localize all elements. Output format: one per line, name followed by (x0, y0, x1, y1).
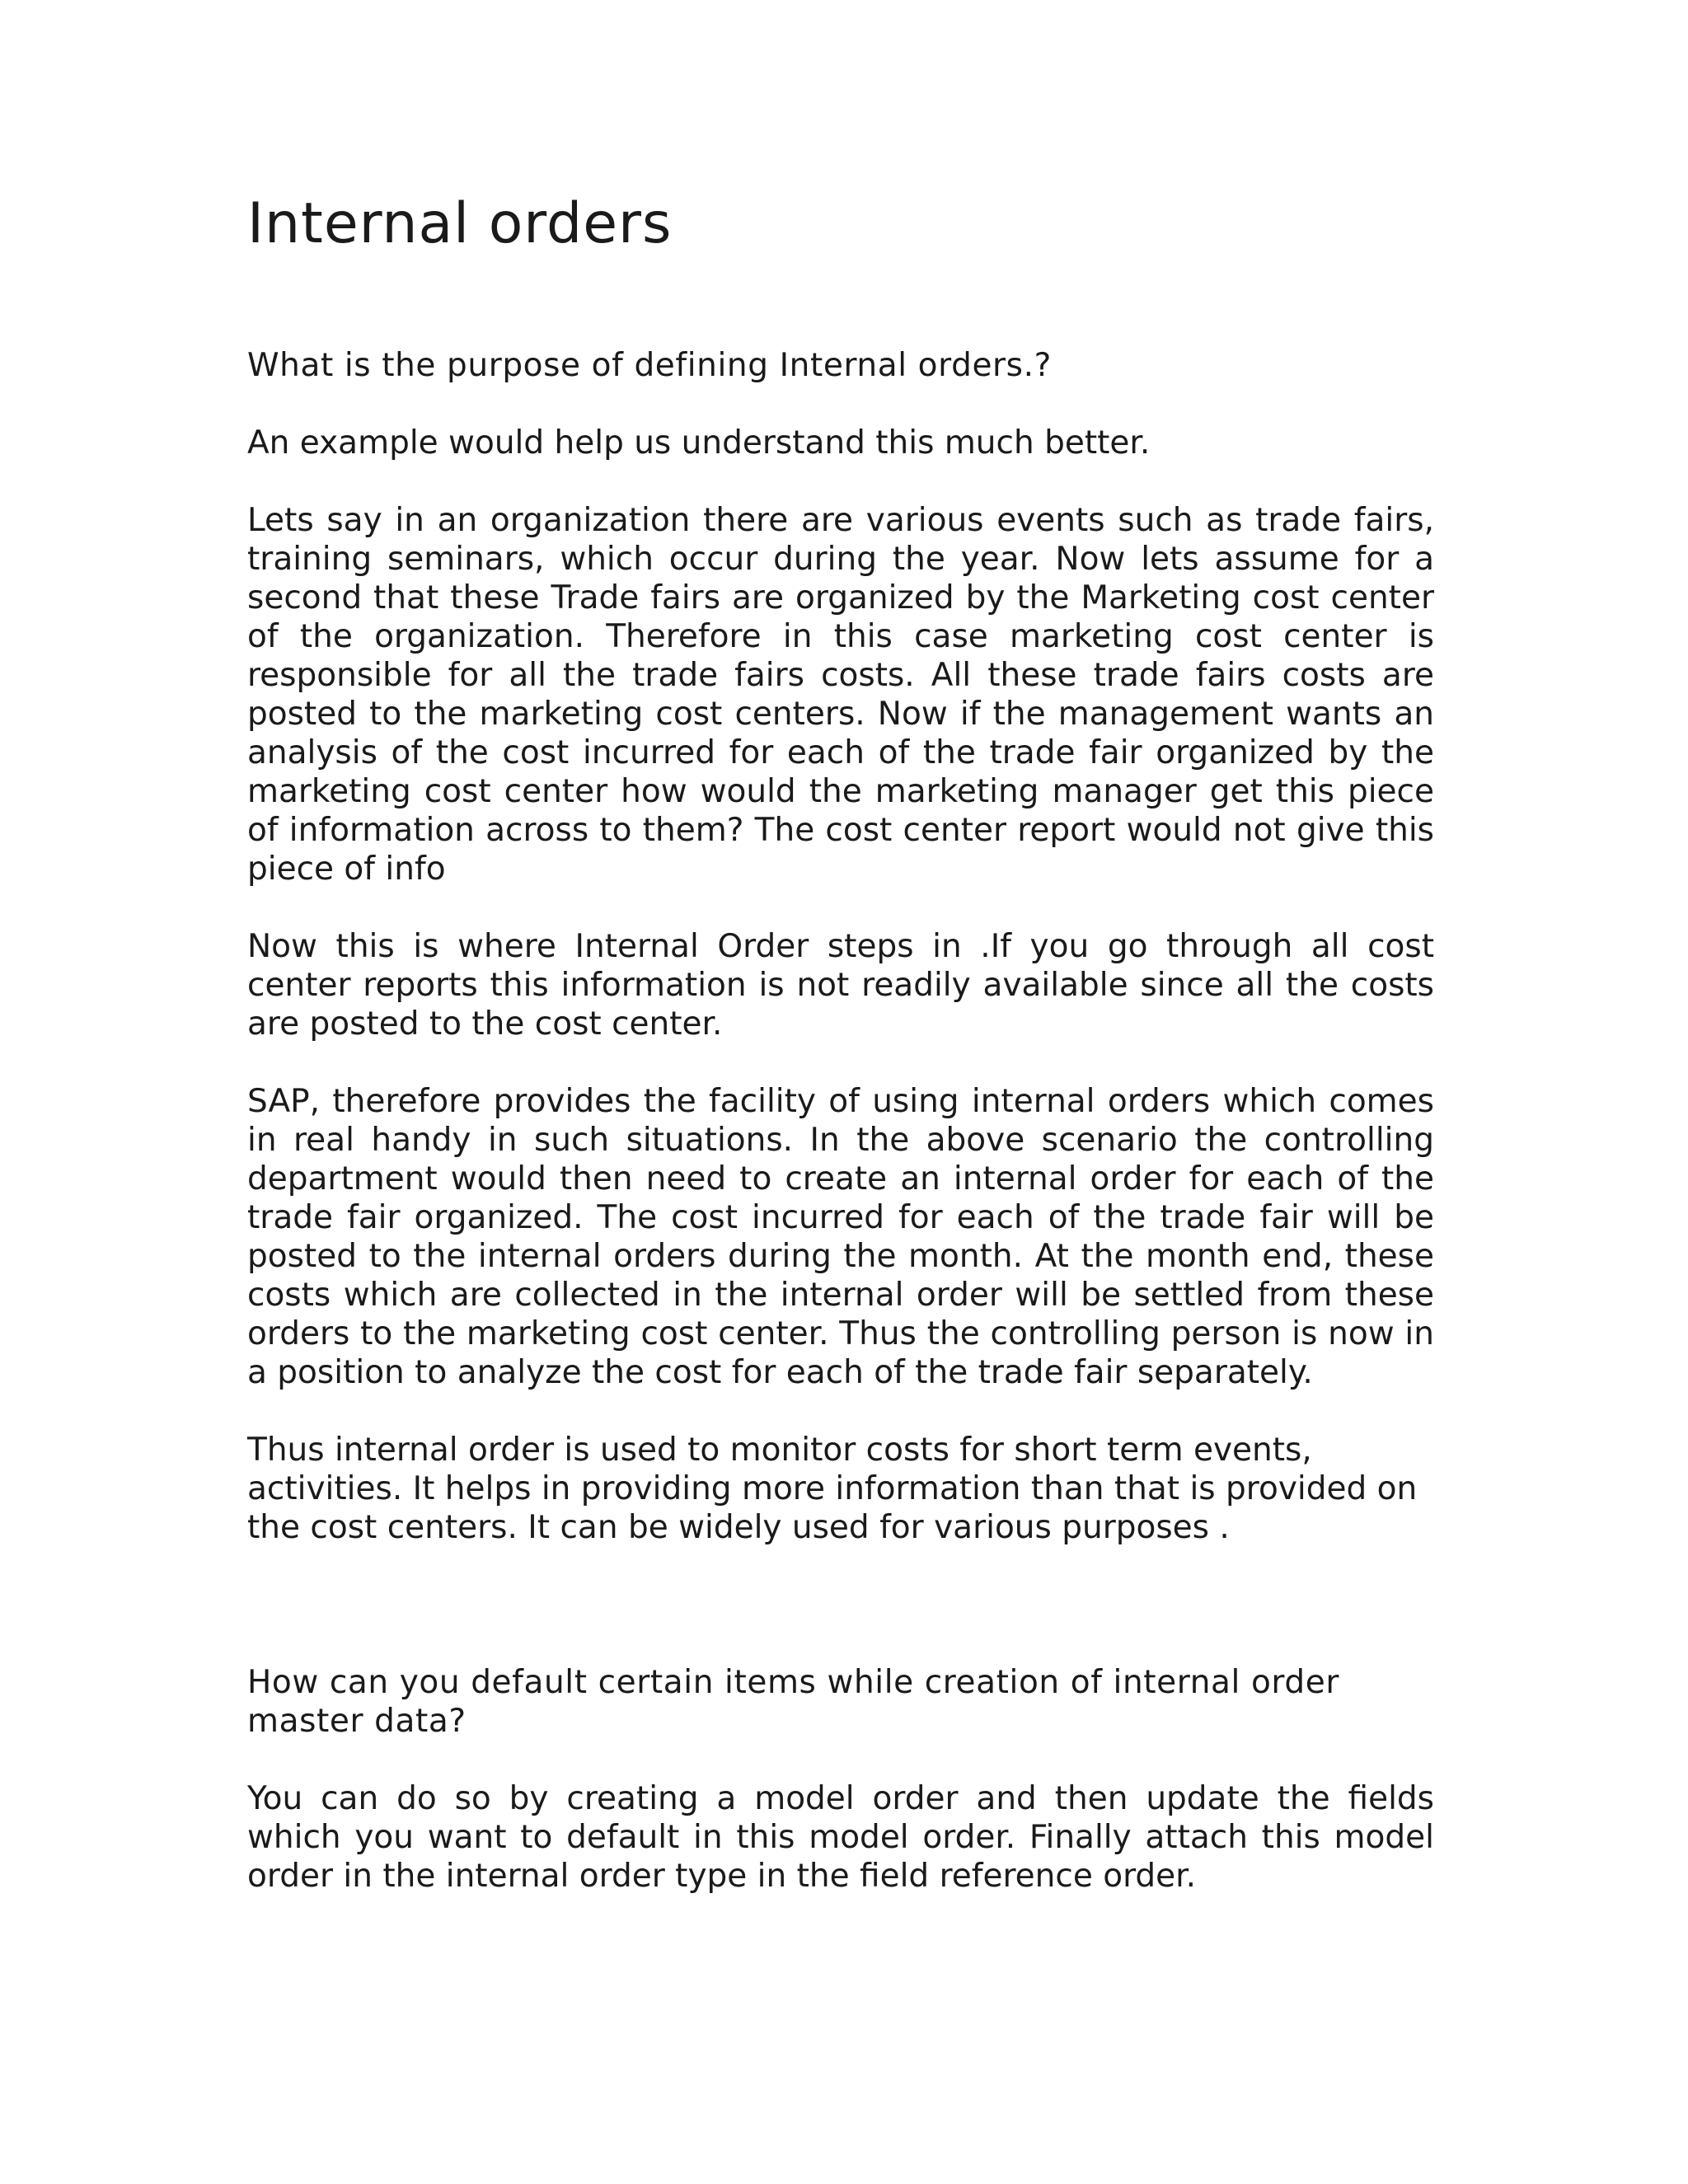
document-page (247, 191, 1434, 1934)
paragraph: You can do so by creating a model order and then update the fields which you want to default in this model order. Finally attach this model order in the internal order type in the field reference order. (247, 1779, 1434, 1895)
paragraph: SAP, therefore provides the facility of using internal orders which comes in real handy in such situations. In the above scenario the controlling department would then need to create an internal order for each of the trade fair organized. The cost incurred for each of the trade fair will be posted to the internal orders during the month. At the month end, these costs which are collected in the internal order will be settled from these orders to the marketing cost center. Thus the controlling person is now in a position to analyze the cost for each of the trade fair separately. (247, 1082, 1434, 1391)
paragraph: Thus internal order is used to monitor costs for short term events, activities. It helps in providing more information than that is provided on the cost centers. It can be widely used for various purposes . (247, 1431, 1418, 1546)
paragraph: An example would help us understand this much better. (247, 424, 1151, 462)
question-heading: What is the purpose of defining Internal orders.? (247, 346, 1052, 384)
page-title: Internal orders (247, 191, 673, 256)
paragraph: Now this is where Internal Order steps in .If you go through all cost center reports this information is not readily available since all the costs are posted to the cost center. (247, 927, 1434, 1043)
section-default-items (247, 1663, 1434, 1896)
question-heading: How can you default certain items while creation of internal order master data? (247, 1663, 1339, 1740)
paragraph: Lets say in an organization there are various events such as trade fairs, training seminars, which occur during the year. Now lets assume for a second that these Trade fairs are organized by the Marketing cost center of the organization. Therefore in this case marketing cost center is responsible for all the trade fairs costs. All these trade fairs costs are posted to the marketing cost centers. Now if the management wants an analysis of the cost incurred for each of the trade fair organized by the marketing cost center how would the marketing manager get this piece of information across to them? The cost center report would not give this piece of info (247, 501, 1434, 888)
section-divider-space (247, 1586, 1434, 1663)
section-purpose (247, 346, 1434, 1547)
